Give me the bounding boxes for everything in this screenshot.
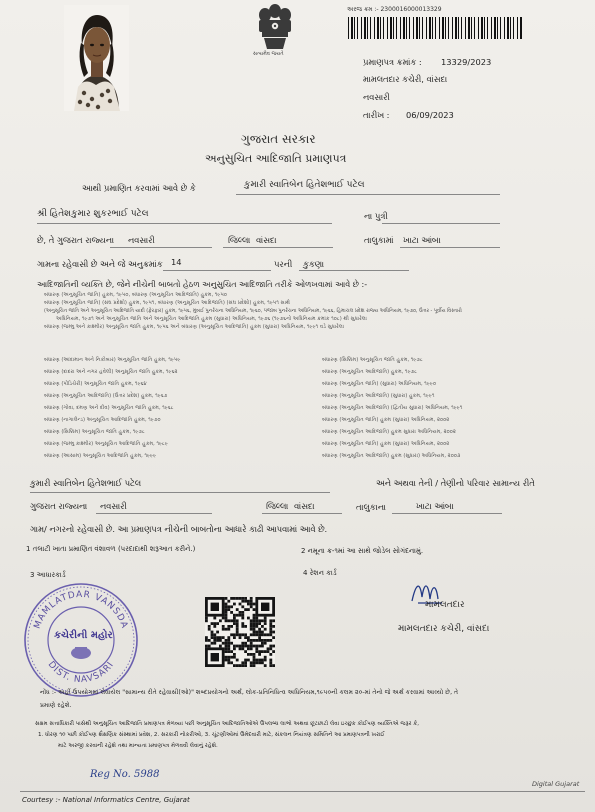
order-left-line: બંધારણ (આંદામાન અને નિકોબાર) અનુસૂચિત જાતિ હુકમ, ૧૯૫૯ xyxy=(44,357,181,363)
barcode xyxy=(348,17,523,39)
order-right-line: બંધારણ (અનુસૂચિત આદિજાતિ) (સુધારા) હુકમ, ૧૯૯૧ xyxy=(322,393,435,399)
signatory-office: મામલતદાર કચેરી, વાંસદા xyxy=(398,624,490,634)
district-value: નવસારી xyxy=(128,235,155,245)
residence-line: ગામ/ નગરનો રહેવાસી છે. આ પ્રમાણપત્ર નીચેની બાબતોના આધારે કાઢી આપવામાં આવે છે. xyxy=(30,524,328,534)
order-left-line: બંધારણ (પોંડિચેરી) અનુસૂચિત જાતિ હુકમ, ૧૯૬૪ xyxy=(44,381,147,387)
basis-item: 3 આધારકાર્ડ xyxy=(30,571,66,579)
village-value: ખાટા આંબા xyxy=(403,235,441,245)
order-line: બંધારણ (જમ્મુ અને કાશ્મીર) અનુસૂચિત જાતિ હુકમ, ૧૯૫૬ અને બંધારણ (અનુસૂચિત આદિજાતિ) હુકમ (સુધારા) અધિનિયમ, ૧૯૯૧ વડે સુધારેલા xyxy=(44,324,345,330)
certificate-title: અનુસુચિત આદિજાતિ પ્રમાણપત્ર xyxy=(205,152,347,165)
father-name: શ્રી હિતેશકુમાર શુકરભાઈ પટેલ xyxy=(37,209,149,219)
basis-item: 1 તલાટી ખાતા પ્રમાણિત વંશાવળ (પરદાદાથી શરૂઆત કરીને.) xyxy=(26,545,196,553)
footer-rule xyxy=(20,791,585,792)
date-label: તારીખ : xyxy=(363,110,390,120)
family-label: અને અથવા તેની / તેણીનો પરિવાર સામાન્ય રીતે xyxy=(376,478,535,488)
order-left-line: બંધારણ (આસામ) અનુસૂચિત આદિજાતિ હુકમ, ૧૯૯૯ xyxy=(44,453,157,459)
order-line: અધિનિયમ, ૧૯૭૧ અને અનુસૂચિત જાતિ અને અનુસૂચિત આદિજાતિ હુકમ (સુધારા) અધિનિયમ, ૧૯૭૬ (૧૯૭૬નો અધિનિયમ ક્રમાંક ૧૦૮) થી સુધારેલા xyxy=(56,316,367,322)
note-para-2: 1. ધોરણ ૧૦ પછી કોઈપણ શૈક્ષણિક સંસ્થામાં પ્રવેશ, 2. સરકારી નોકરીઓ, 3. ચૂંટણીઓમાં ઉમેદવારી માટે, સંકલન નિયંત્રણ સમિતિને આ પ્રમાણપત્રની ખરાઈ xyxy=(38,732,385,738)
village-value-2: ખાટા આંબા xyxy=(416,501,454,511)
order-left-line: બંધારણ (સિક્કિમ) અનુસૂચિત જાતિ હુકમ, ૧૯૭૮ xyxy=(44,429,145,435)
order-right-line: બંધારણ (અનુસૂચિત આદિજાતિ) હુકમ, ૧૯૭૮ xyxy=(322,369,418,375)
order-right-line: બંધારણ (સિક્કિમ) અનુસૂચિત જાતિ હુકમ, ૧૯૭૮ xyxy=(322,357,423,363)
order-right-line: બંધારણ (અનુસૂચિત જાતિ) હુકમ (સુધારા) અધિનિયમ, ૨૦૦૨ xyxy=(322,417,450,423)
footer-courtesy: Courtesy :- National Informatics Centre, Gujarat xyxy=(22,796,190,804)
order-right-line: બંધારણ (અનુસૂચિત આદિજાતિ) હુકમ (સુધારા) અધિનિયમ, ૨૦૦૩ xyxy=(322,453,461,459)
district-label-2: જિલ્લા xyxy=(266,501,289,511)
basis-item: 4 રેશન કાર્ડ xyxy=(303,569,337,577)
order-right-line: બંધારણ (અનુસૂચિત આદિજાતિ) હુકમ સુધારા અધિનિયમ, ૨૦૦૨ xyxy=(322,429,456,435)
order-line: (અનુસૂચિત જાતિ અને અનુસૂચિત આદિજાતિ યાદી (ફેરફાર) હુકમ, ૧૯૫૬, મુંબઈ પુનર્રચના અધિનિયમ, ૧૯૬૦, પંજાબ પુનર્રચના અધિનિયમ, ૧૯૬૬, હિમાચલ પ્રદેશ રાજ્ય અધિનિયમ, ૧૯૭૦, ઉત્તર - પૂર્વીય વિસ્તારો xyxy=(44,308,462,314)
person-name: કુમારી સ્વાતિબેન હિતેશભાઈ પટેલ xyxy=(244,180,365,190)
signatory-title: મામલતદાર xyxy=(425,600,465,610)
community: કુકણા xyxy=(303,259,324,269)
order-left-line: બંધારણ (નાગાલેન્ડ) અનુસૂચિત આદિજાતિ હુકમ, ૧૯૭૦ xyxy=(44,417,161,423)
government-title: ગુજરાત સરકાર xyxy=(241,132,316,146)
cert-no: 13329/2023 xyxy=(441,57,492,67)
seal-center-text: કચેરીની મહોર xyxy=(54,630,113,641)
registration-number: Reg No. 5988 xyxy=(90,769,160,780)
cert-no-label: પ્રમાણપત્ર ક્રમાંક : xyxy=(363,57,422,67)
village-label: ગામના રહેવાસી છે અને જે અનુક્રમાંક xyxy=(37,259,163,269)
district-value-2: નવસારી xyxy=(100,501,127,511)
state-label-2: ગુજરાત રાજ્યના xyxy=(30,501,88,511)
office-seal xyxy=(22,581,140,699)
qr-code xyxy=(205,597,275,667)
order-right-line: બંધારણ (અનુસૂચિત જાતિ) (સુધારા) અધિનિયમ, ૧૯૯૦ xyxy=(322,381,437,387)
order-left-line: બંધારણ (દાદરા અને નગર હવેલી) અનુસૂચિત જાતિ હુકમ, ૧૯૬૨ xyxy=(44,369,178,375)
emblem-caption: સત્યમેવ જયતે xyxy=(253,51,284,57)
issuing-office: મામલતદાર કચેરી, વાંસદા xyxy=(363,74,448,84)
issuing-district: નવસારી xyxy=(363,92,390,102)
order-left-line: બંધારણ (જમ્મુ કાશ્મીર) અનુસૂચિત આદિજાતિ હુકમ, ૧૯૮૯ xyxy=(44,441,168,447)
note-line-1: નોંધ :- અહીં ઉપયોગમાં લેવાયેલ "સામાન્ય રીતે રહેવાસી(ઓ)" શબ્દપ્રયોગનો અર્થ, લોક-પ્રતિનિધિત્વ અધિનિયમ,૧૯૫૦ની કલમ ૨૦-માં તેનો જે અર્થ કરવામાં આવ્યો છે, તે xyxy=(40,689,459,696)
district-label: જિલ્લા xyxy=(228,235,251,245)
taluka-value-2: વાંસદા xyxy=(294,501,315,511)
person-name-repeat: કુમારી સ્વાતિબેન હિતેશભાઈ પટેલ xyxy=(30,478,142,488)
note-line-2: પ્રમાણે રહેશે. xyxy=(40,702,72,709)
taluka-value: વાંસદા xyxy=(256,235,277,245)
seal-ring-top: MAMLATDAR VANSDA xyxy=(32,589,130,631)
applicant-photo xyxy=(64,5,129,111)
taluka-label: તાલુકામાં xyxy=(364,235,394,245)
basis-item: 2 નમૂના ક્ર-૧માં આ સાથે જોડેલ સોગંદનામું. xyxy=(301,547,424,555)
order-line: બંધારણ (અનુસૂચિત જાતિ) (સંઘ પ્રદેશો) હુકમ, ૧૯૫૧, બંધારણ (અનુસૂચિત આદિજાતિ) (સંઘ પ્રદેશો) હુકમ, ૧૯૫૧ સાથે xyxy=(44,300,290,306)
daughter-label: ના પુત્રી xyxy=(364,211,388,221)
community-label: પરની xyxy=(274,259,293,269)
state-label: છે, તે ગુજરાત રાજ્યના xyxy=(37,235,115,245)
order-line: બંધારણ (અનુસૂચિત જાતિ) હુકમ, ૧૯૫૦, બંધારણ (અનુસૂચિત આદિજાતિ) હુકમ, ૧૯૫૦ xyxy=(44,292,228,298)
note-para-1: સક્ષમ સત્તાધિકારી પાસેથી અનુસૂચિત આદિજાતિ પ્રમાણપત્ર મેળવ્યા પછી અનુસૂચિત આદિજાતિઓએ ઉપલબ્ધ લાભો અથવા છૂટછાટો લેવા ઇચ્છુક કોઈપણ વ્યક્તિએ જરૂર કે, xyxy=(35,721,420,727)
certify-label: આથી પ્રમાણિત કરવામાં આવે છે કે xyxy=(82,183,196,193)
order-left-line: બંધારણ (ગોવા, દમણ અને દીવ) અનુસૂચિત જાતિ હુકમ, ૧૯૬૮ xyxy=(44,405,174,411)
issue-date: 06/09/2023 xyxy=(406,110,454,120)
taluka-label-2: તાલુકાના xyxy=(356,502,386,512)
tribe-statement: આદિજાતિની વ્યક્તિ છે, જેને નીચેની બાબતો હેઠળ અનુસુચિત આદિજાતિ તરીકે ઓળખવામાં આવે છે :- xyxy=(37,280,368,289)
note-para-3: માટે અરજી કરવાની રહેશે તથા માન્યતા પ્રમાણપત્ર મેળવવી લેવાનું રહેશે. xyxy=(58,743,218,749)
serial-number: 14 xyxy=(171,257,182,267)
order-left-line: બંધારણ (અનુસૂચિત આદિજાતિ) (ઉત્તર પ્રદેશ) હુકમ, ૧૯૬૭ xyxy=(44,393,168,399)
footer-brand: Digital Gujarat xyxy=(532,780,580,788)
seal-ring-bottom: DIST. NAVSARI xyxy=(45,659,117,686)
order-right-line: બંધારણ (અનુસૂચિત જાતિ) હુકમ (સુધારા) અધિનિયમ, ૨૦૦૨ xyxy=(322,441,450,447)
national-emblem-icon xyxy=(250,2,300,57)
application-serial: અરજ ક્રમ :- 2300016000013329 xyxy=(347,6,442,13)
order-right-line: બંધારણ (અનુસૂચિત આદિજાતિ) (દ્વિતીય સુધારા) અધિનિયમ, ૧૯૯૧ xyxy=(322,405,463,411)
